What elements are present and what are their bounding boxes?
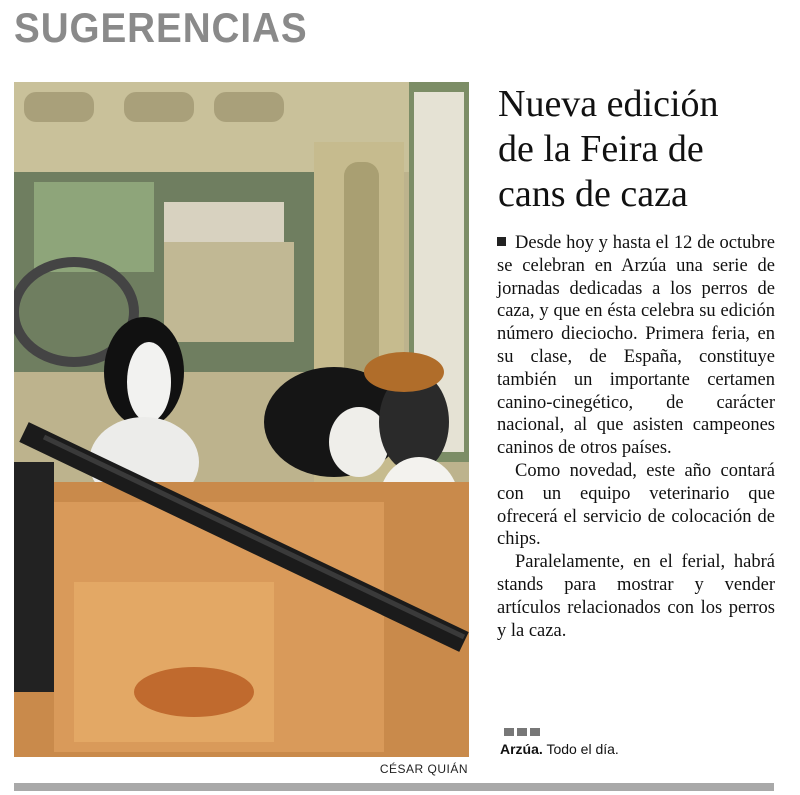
headline-line: Nueva edición [498, 83, 719, 125]
article-paragraph: Paralelamente, en el ferial, habrá stands para mostrar y vender artículos relacionados con los perros y la caza. [497, 552, 775, 641]
event-info [500, 741, 619, 757]
separator-squares-icon [504, 723, 543, 741]
photo-credit: CÉSAR QUIÁN [379, 762, 468, 776]
event-time: Todo el día. [546, 741, 619, 757]
headline-line: cans de caza [498, 173, 688, 215]
headline-line: de la Feira de [498, 128, 704, 170]
bullet-square-icon [497, 237, 506, 246]
section-title: SUGERENCIAS [14, 4, 308, 51]
dogs-in-van-illustration [14, 82, 469, 757]
article-paragraph: Como novedad, este año contará con un equipo veterinario que ofrecerá el servicio de colocación de chips. [497, 460, 775, 550]
article-paragraph [497, 232, 775, 460]
article-body [497, 232, 775, 642]
bottom-rule [14, 783, 774, 791]
article-photo [14, 82, 469, 757]
article-headline [498, 82, 788, 217]
event-place: Arzúa. [500, 741, 543, 757]
paragraph-text: Desde hoy y hasta el 12 de octubre se celebran en Arzúa una serie de jornadas dedicadas a los perros de caza, y que en ésta celebra su edición número dieciocho. Primera feria, en su clase, de España, constituye también un importante certamen canino-cinegético, de carácter nacional, al que asisten campeones caninos de otros países. [497, 233, 775, 459]
